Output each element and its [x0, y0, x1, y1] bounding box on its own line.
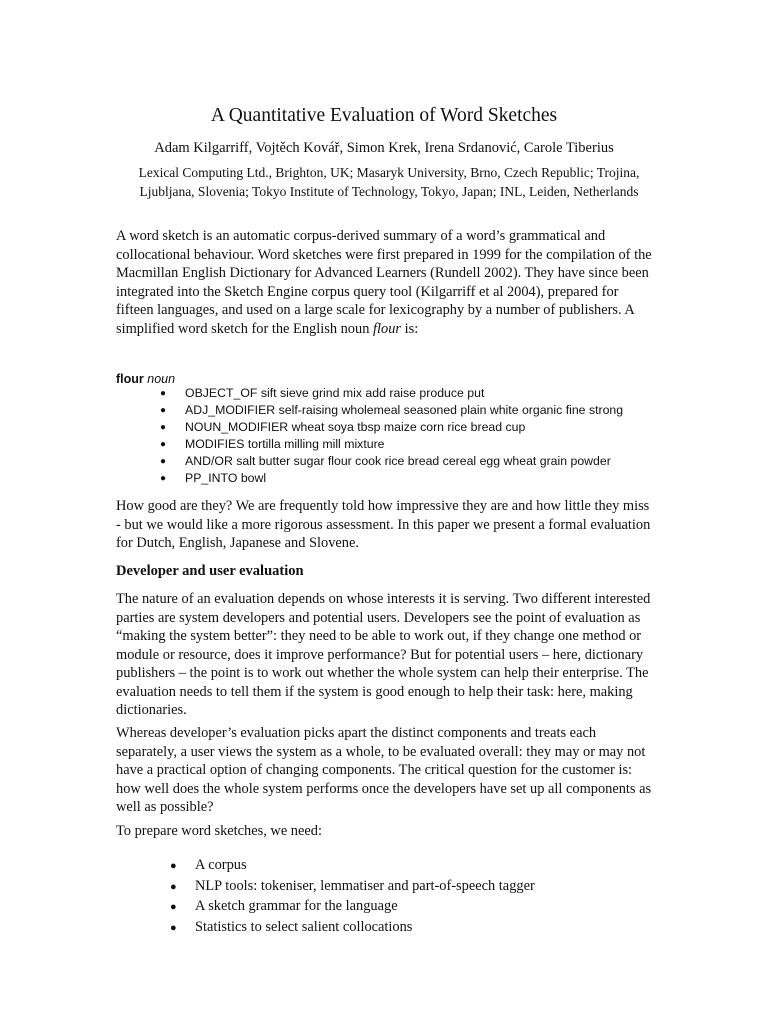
word-sketch-list [160, 385, 680, 487]
affiliations: Lexical Computing Ltd., Brighton, UK; Masaryk University, Brno, Czech Republic; Trojina, Ljubljana, Slovenia; Tokyo Institute of Technology, Tokyo, Japan; INL, Leiden, Netherlands [138, 165, 640, 199]
relation-name: PP_INTO [185, 471, 238, 485]
bullet-icon: ● [170, 880, 177, 893]
bullet-icon: ● [160, 388, 167, 399]
relation-name: AND/OR [185, 454, 233, 468]
intro-text-end: is: [401, 320, 419, 337]
relation-name: MODIFIES [185, 437, 245, 451]
relation-words: wheat soya tbsp maize corn rice bread cup [291, 420, 526, 434]
sketch-pos: noun [147, 372, 176, 386]
bullet-icon: ● [170, 901, 177, 913]
whereas-paragraph: Whereas developer’s evaluation picks apart the distinct components and treats each separately, a user views the system as a whole, to be evaluated overall: they may or may not have a practical option of changing components. The critical question for the customer is: how well does the whole system performs once the developers have set up all components as well as possible? [116, 725, 652, 815]
bullet-icon: ● [170, 860, 177, 872]
sketch-relation-item [160, 419, 680, 436]
sketch-relation-item [160, 436, 680, 453]
list-item [170, 896, 650, 917]
relation-words: tortilla milling mill mixture [247, 437, 385, 451]
sketch-headword: flour [116, 372, 144, 386]
author-list: Adam Kilgarriff, Vojtěch Kovář, Simon Krek, Irena Srdanović, Carole Tiberius [154, 140, 614, 156]
relation-name: OBJECT_OF [185, 386, 258, 400]
requirements-list [170, 855, 650, 937]
nature-paragraph: The nature of an evaluation depends on whose interests it is serving. Two different interested parties are system developers and potential users. Developers see the point of evaluation as “making the system better”: they need to be able to work out, if they change one method or module or resource, does it improve performance? But for potential users – here, dictionary publishers – the point is to work out whether the whole system can help their enterprise. The evaluation needs to tell them if the system is good enough to help their task: here, making dictionaries. [116, 591, 651, 718]
section-heading: Developer and user evaluation [116, 563, 304, 579]
list-item-text: A corpus [195, 857, 247, 873]
relation-words: sift sieve grind mix add raise produce put [260, 386, 485, 400]
sketch-relation-item [160, 385, 680, 402]
bullet-icon: ● [160, 405, 167, 416]
bullet-icon: ● [160, 439, 167, 450]
how-good-paragraph: How good are they? We are frequently told how impressive they are and how little they miss - but we would like a more rigorous assessment. In this paper we present a formal evaluation for Dutch, English, Japanese and Slovene. [116, 498, 651, 551]
relation-name: ADJ_MODIFIER [185, 403, 276, 417]
relation-name: NOUN_MODIFIER [185, 420, 289, 434]
sketch-relation-item [160, 470, 680, 487]
paper-title: A Quantitative Evaluation of Word Sketches [210, 105, 558, 126]
relation-words: salt butter sugar flour cook rice bread cereal egg wheat grain powder [236, 454, 611, 468]
intro-text: A word sketch is an automatic corpus-derived summary of a word’s grammatical and collocational behaviour. Word sketches were first prepared in 1999 for the compilation of the Macmillan English Dictionary for Advanced Learners (Rundell 2002). They have since been integrated into the Sketch Engine corpus query tool (Kilgarriff et al 2004), prepared for fifteen languages, and used on a large scale for lexicography by a number of publishers. A simplified word sketch for the English noun [116, 228, 652, 337]
sketch-relation-item [160, 402, 680, 419]
list-item-text: NLP tools: tokeniser, lemmatiser and part-of-speech tagger [195, 877, 535, 894]
list-item-text: Statistics to select salient collocations [195, 918, 413, 935]
prepare-paragraph: To prepare word sketches, we need: [116, 823, 322, 839]
bullet-icon: ● [160, 422, 167, 433]
relation-words: self-raising wholemeal seasoned plain white organic fine strong [278, 403, 624, 417]
list-item-text: A sketch grammar for the language [195, 898, 398, 914]
bullet-icon: ● [170, 921, 177, 934]
sketch-relation-item [160, 453, 680, 470]
list-item [170, 917, 650, 938]
list-item [170, 876, 650, 897]
bullet-icon: ● [160, 473, 167, 484]
list-item [170, 855, 650, 876]
italic-word-flour: flour [373, 320, 401, 337]
bullet-icon: ● [160, 456, 167, 467]
intro-paragraph [116, 227, 656, 338]
relation-words: bowl [240, 471, 267, 485]
